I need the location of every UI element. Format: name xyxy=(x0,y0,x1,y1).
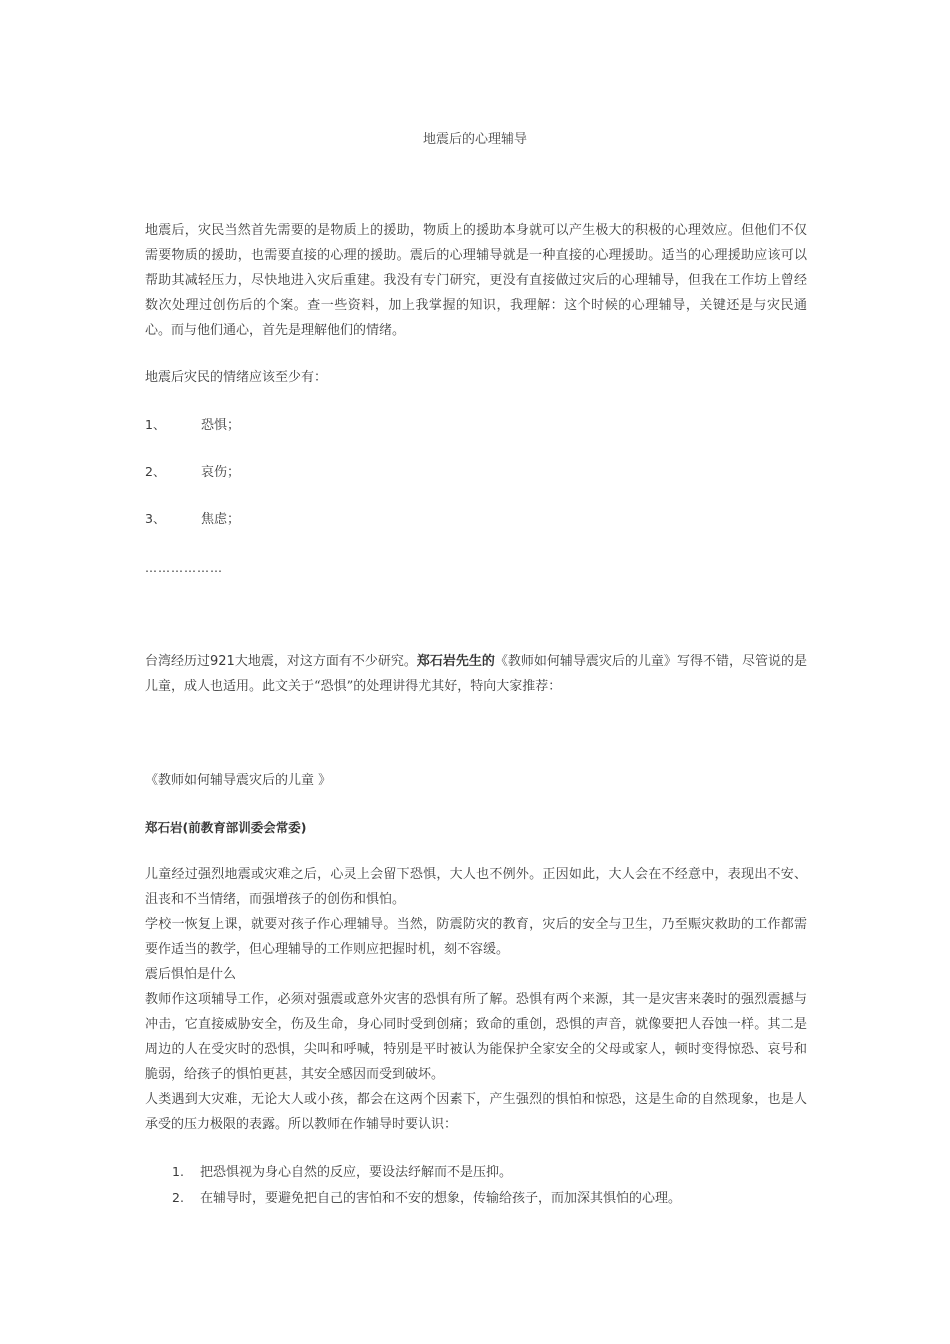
article-paragraph: 教师作这项辅导工作，必须对强震或意外灾害的恐惧有所了解。恐惧有两个来源，其一是灾害来袭时的强烈震撼与冲击，它直接威胁安全，伤及生命，身心同时受到创痛；致命的重创，恐惧的声音，就像要把人吞蚀一样。其二是周边的人在受灾时的恐惧，尖叫和呼喊，特别是平时被认为能保护全家安全的父母或家人，顿时变得惊恐、哀号和脆弱，给孩子的惧怕更甚，其安全感因而受到破坏。 xyxy=(145,992,807,1082)
emotion-text: 焦虑； xyxy=(201,512,241,527)
emotion-text: 恐惧； xyxy=(201,418,241,433)
emotion-item xyxy=(145,415,240,436)
emotion-number: 2、 xyxy=(145,464,166,479)
list-item xyxy=(172,1185,681,1211)
emotion-item xyxy=(145,462,240,483)
emotion-number: 3、 xyxy=(145,511,166,526)
taiwan-text-3: 《教师如何辅导震灾后的儿童》写得不错，尽管说的是儿童，成人也适用。此文关于“恐惧”的处理讲得尤其好，特向大家推荐： xyxy=(145,654,807,694)
article-author: 郑石岩(前教育部训委会常委) xyxy=(145,820,307,835)
numbered-list xyxy=(172,1159,681,1211)
taiwan-number: 921 xyxy=(210,654,235,669)
document-title: 地震后的心理辅导 xyxy=(422,132,527,147)
article-paragraph: 儿童经过强烈地震或灾难之后，心灵上会留下恐惧，大人也不例外。正因如此，大人会在不经意中，表现出不安、沮丧和不当情绪，而强增孩子的创伤和惧怕。 xyxy=(145,867,807,907)
article-paragraph: 学校一恢复上课，就要对孩子作心理辅导。当然，防震防灾的教育，灾后的安全与卫生，乃至赈灾救助的工作都需要作适当的教学，但心理辅导的工作则应把握时机，刻不容缓。 xyxy=(145,917,807,957)
list-number: 1. xyxy=(172,1164,184,1179)
taiwan-bold-text: 郑石岩先生的 xyxy=(416,654,495,669)
taiwan-text-1: 台湾经历过 xyxy=(145,654,211,669)
ellipsis: ……………… xyxy=(145,561,223,575)
article-title: 《教师如何辅导震灾后的儿童 》 xyxy=(145,773,332,788)
emotions-lead: 地震后灾民的情绪应该至少有： xyxy=(145,370,328,385)
list-number: 2. xyxy=(172,1190,184,1205)
taiwan-text-2: 大地震，对这方面有不少研究。 xyxy=(234,654,417,669)
emotion-item xyxy=(145,509,240,530)
article-paragraph: 人类遇到大灾难，无论大人或小孩，都会在这两个因素下，产生强烈的惧怕和惊恐，这是生命的自然现象，也是人承受的压力极限的表露。所以教师在作辅导时要认识： xyxy=(145,1092,807,1132)
article-subheading: 震后惧怕是什么 xyxy=(145,967,237,982)
intro-paragraph: 地震后，灾民当然首先需要的是物质上的援助，物质上的援助本身就可以产生极大的积极的心理效应。但他们不仅需要物质的援助，也需要直接的心理的援助。震后的心理辅导就是一种直接的心理援助。适当的心理援助应该可以帮助其减轻压力，尽快地进入灾后重建。我没有专门研究，更没有直接做过灾后的心理辅导，但我在工作坊上曾经数次处理过创伤后的个案。查一些资料，加上我掌握的知识，我理解：这个时候的心理辅导，关键还是与灾民通心。而与他们通心，首先是理解他们的情绪。 xyxy=(145,223,807,338)
list-text: 把恐惧视为身心自然的反应，要设法纾解而不是压抑。 xyxy=(200,1165,513,1180)
emotion-number: 1、 xyxy=(145,417,166,432)
emotion-text: 哀伤； xyxy=(201,465,241,480)
list-text: 在辅导时，要避免把自己的害怕和不安的想象，传输给孩子，而加深其惧怕的心理。 xyxy=(200,1191,682,1206)
taiwan-paragraph xyxy=(145,649,807,699)
list-item xyxy=(172,1159,681,1185)
article-body xyxy=(145,862,807,1137)
